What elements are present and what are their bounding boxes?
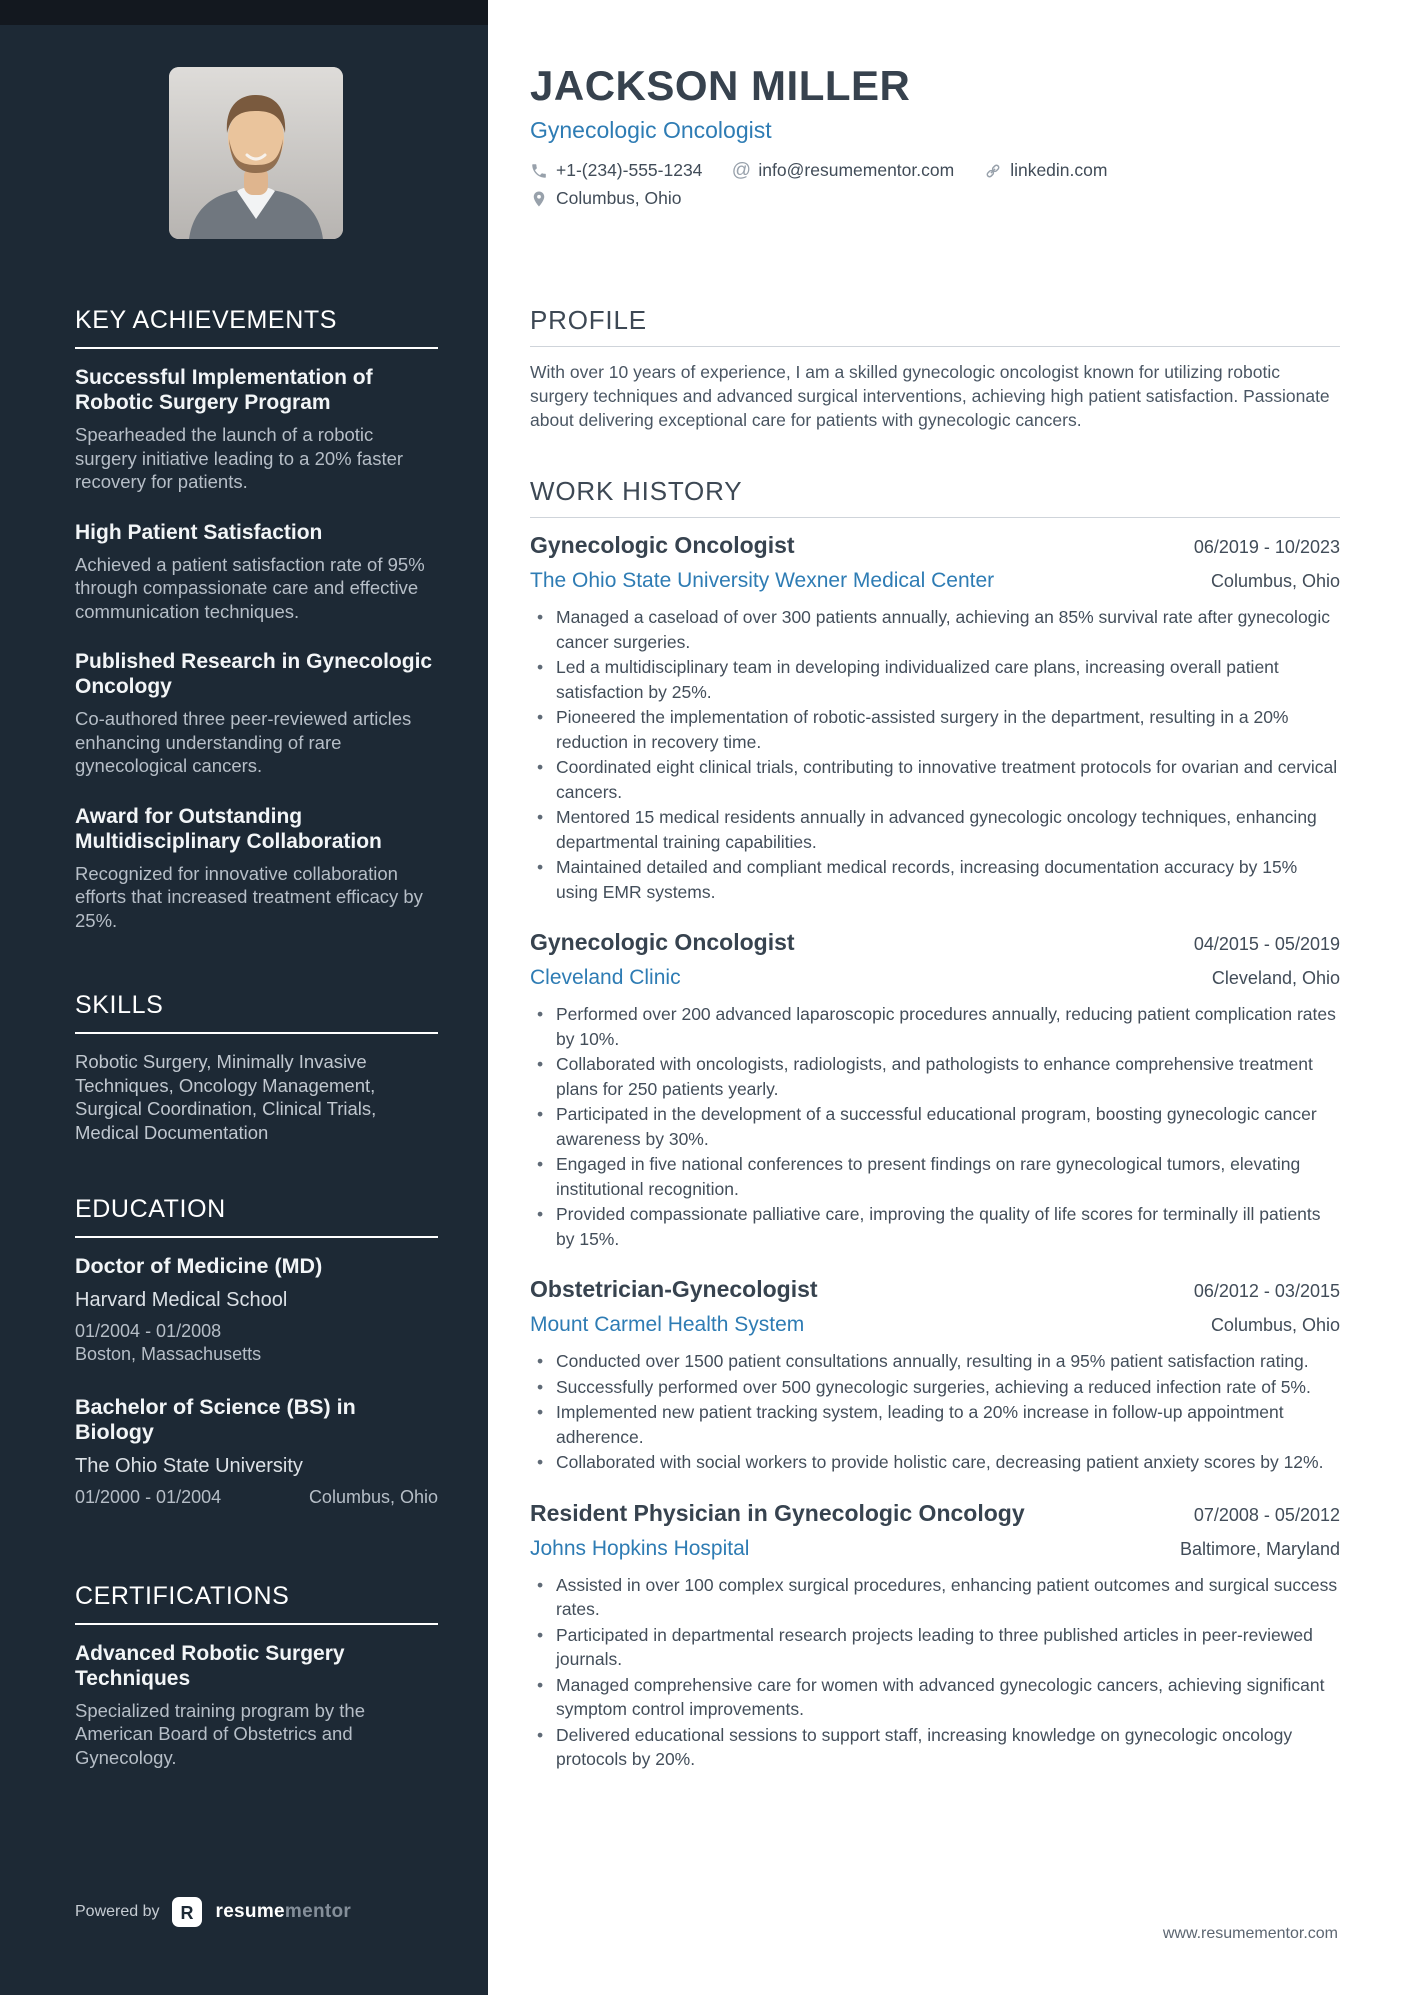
achievement-title: Published Research in Gynecologic Oncology — [75, 650, 433, 698]
job-bullet: • Mentored 15 medical residents annually in advanced gynecologic oncology techniques, enhancing departmental training capabilities. — [530, 805, 1340, 854]
job-dates: 04/2015 - 05/2019 — [1193, 934, 1340, 954]
job-bullet-list — [530, 1349, 1340, 1475]
education-section — [75, 1194, 438, 1509]
achievement-item — [75, 649, 438, 778]
section-divider — [75, 1236, 438, 1238]
resume-header — [530, 64, 1340, 209]
profile-text: With over 10 years of experience, I am a skilled gynecologic oncologist known for utilizing robotic surgery techniques and advanced surgical interventions, achieving high patient satisfaction. Passionate about delivering exceptional care for patients with gynecologic cancers. — [530, 362, 1330, 430]
resumementor-logo-icon[interactable] — [172, 1897, 202, 1927]
education-location: Boston, Massachusetts — [75, 1343, 262, 1364]
achievement-item — [75, 365, 438, 494]
achievement-description: Recognized for innovative collaboration efforts that increased treatment efficacy by 25%. — [75, 862, 423, 931]
job-bullet: • Collaborated with social workers to provide holistic care, decreasing patient anxiety scores by 12%. — [530, 1450, 1340, 1475]
job-bullet: • Successfully performed over 500 gynecologic surgeries, achieving a reduced infection rate of 5%. — [530, 1375, 1340, 1400]
achievements-list — [75, 365, 438, 932]
job-bullet: • Implemented new patient tracking system, leading to a 20% increase in follow-up appointment adherence. — [530, 1400, 1340, 1449]
location-pin-icon — [530, 190, 548, 208]
education-degree: Doctor of Medicine (MD) — [75, 1254, 323, 1278]
job-company[interactable]: The Ohio State University Wexner Medical Center — [530, 569, 995, 592]
location-contact — [530, 188, 681, 209]
section-divider — [75, 1032, 438, 1034]
job-dates: 06/2012 - 03/2015 — [1193, 1281, 1340, 1301]
work-history-heading: WORK HISTORY — [530, 476, 743, 506]
work-history-section — [530, 476, 1340, 1772]
certification-title: Advanced Robotic Surgery Techniques — [75, 1641, 345, 1690]
certifications-heading: CERTIFICATIONS — [75, 1581, 290, 1610]
key-achievements-heading: KEY ACHIEVEMENTS — [75, 306, 337, 334]
certification-item — [75, 1641, 438, 1770]
job-bullet: • Managed comprehensive care for women with advanced gynecologic cancers, achieving significant symptom control improvements. — [530, 1673, 1340, 1722]
portrait-illustration — [169, 67, 343, 239]
location-text: Columbus, Ohio — [556, 188, 682, 208]
job-bullet: • Maintained detailed and compliant medical records, increasing documentation accuracy by 15% using EMR systems. — [530, 855, 1340, 904]
achievement-title: Award for Outstanding Multidisciplinary Collaboration — [75, 804, 382, 853]
section-divider — [75, 347, 438, 349]
education-list — [75, 1254, 438, 1509]
profile-photo — [169, 67, 343, 239]
job-entry — [530, 1275, 1340, 1475]
education-school: Harvard Medical School — [75, 1289, 288, 1311]
achievement-item — [75, 520, 438, 624]
email-icon: @ — [731, 159, 752, 181]
job-bullet: • Participated in the development of a successful educational program, boosting gynecologic cancer awareness by 30%. — [530, 1102, 1340, 1151]
job-bullet: • Assisted in over 100 complex surgical procedures, enhancing patient outcomes and surgical success rates. — [530, 1573, 1340, 1622]
job-bullet-list — [530, 605, 1340, 904]
achievement-title: Successful Implementation of Robotic Surgery Program — [75, 366, 373, 414]
job-bullet: • Managed a caseload of over 300 patients annually, achieving an 85% survival rate after gynecologic cancer surgeries. — [530, 605, 1340, 654]
job-company[interactable]: Mount Carmel Health System — [530, 1313, 805, 1336]
job-bullet: • Provided compassionate palliative care, improving the quality of life scores for terminally ill patients by 15%. — [530, 1202, 1340, 1251]
education-dates: 01/2004 - 01/2008 — [75, 1321, 222, 1341]
job-title: Resident Physician in Gynecologic Oncology — [530, 1499, 1025, 1526]
job-bullet: • Coordinated eight clinical trials, contributing to innovative treatment protocols for ovarian and cervical cancers. — [530, 755, 1340, 804]
section-divider — [530, 346, 1340, 347]
resumementor-brand[interactable]: resumementor — [215, 1901, 352, 1922]
certifications-list — [75, 1641, 438, 1770]
job-bullet: • Performed over 200 advanced laparoscopic procedures annually, reducing patient complication rates by 10%. — [530, 1002, 1340, 1051]
education-location: Columbus, Ohio — [308, 1487, 438, 1507]
job-entry — [530, 1499, 1340, 1772]
job-company[interactable]: Johns Hopkins Hospital — [530, 1536, 750, 1560]
contact-row-2 — [530, 188, 1340, 209]
education-heading: EDUCATION — [75, 1195, 226, 1223]
job-dates: 06/2019 - 10/2023 — [1193, 537, 1340, 557]
email-address[interactable]: info@resumementor.com — [758, 160, 955, 180]
certifications-section — [75, 1581, 438, 1770]
education-school: The Ohio State University — [75, 1455, 303, 1477]
achievement-description: Co-authored three peer-reviewed articles enhancing understanding of rare gynecological cancers. — [75, 708, 412, 776]
achievement-title: High Patient Satisfaction — [75, 520, 323, 544]
job-bullet: • Collaborated with oncologists, radiologists, and pathologists to enhance comprehensive treatment plans for 250 patients yearly. — [530, 1052, 1340, 1101]
certification-description: Specialized training program by the American Board of Obstetrics and Gynecology. — [75, 1699, 365, 1768]
job-company[interactable]: Cleveland Clinic — [530, 966, 681, 989]
job-bullet: • Delivered educational sessions to support staff, increasing knowledge on gynecologic oncology protocols by 20%. — [530, 1723, 1340, 1772]
sidebar-top-strip — [0, 0, 488, 25]
phone-contact — [530, 160, 702, 181]
job-bullet-list — [530, 1002, 1340, 1251]
profile-heading: PROFILE — [530, 305, 647, 335]
phone-number[interactable]: +1-(234)-555-1234 — [556, 160, 703, 180]
education-item — [75, 1395, 438, 1509]
job-entry — [530, 531, 1340, 904]
section-divider — [530, 517, 1340, 518]
website-contact — [984, 160, 1107, 181]
achievement-item — [75, 804, 438, 933]
email-contact — [732, 160, 954, 181]
job-bullet: • Engaged in five national conferences to present findings on rare gynecological tumors, elevating institutional recognition. — [530, 1152, 1340, 1201]
main-column — [488, 0, 1410, 1995]
job-bullet-list — [530, 1573, 1340, 1772]
candidate-job-title: Gynecologic Oncologist — [530, 117, 772, 143]
contact-row-1 — [530, 160, 1340, 181]
profile-section — [530, 305, 1340, 432]
footer-website-url[interactable]: www.resumementor.com — [1162, 1925, 1338, 1942]
education-dates: 01/2000 - 01/2004 — [75, 1487, 222, 1507]
education-item — [75, 1254, 438, 1365]
job-entry — [530, 928, 1340, 1251]
skills-text: Robotic Surgery, Minimally Invasive Techniques, Oncology Management, Surgical Coordination, Clinical Trials, Medical Documentation — [75, 1051, 377, 1143]
svg-text:R: R — [180, 1903, 193, 1923]
sidebar — [0, 0, 488, 1995]
powered-by-label: Powered by — [75, 1903, 160, 1920]
phone-icon — [530, 162, 548, 180]
key-achievements-section — [75, 305, 438, 932]
job-location: Columbus, Ohio — [1210, 571, 1340, 591]
job-dates: 07/2008 - 05/2012 — [1193, 1504, 1340, 1525]
skills-section — [75, 990, 438, 1144]
job-location: Baltimore, Maryland — [1179, 1538, 1340, 1559]
skills-heading: SKILLS — [75, 991, 164, 1019]
job-title: Gynecologic Oncologist — [530, 929, 795, 955]
education-degree: Bachelor of Science (BS) in Biology — [75, 1395, 356, 1444]
job-title: Gynecologic Oncologist — [530, 532, 795, 558]
job-title: Obstetrician-Gynecologist — [530, 1276, 818, 1302]
link-icon — [984, 162, 1002, 180]
achievement-description: Achieved a patient satisfaction rate of 95% through compassionate care and effective communication techniques. — [75, 553, 425, 622]
job-location: Columbus, Ohio — [1210, 1315, 1340, 1335]
section-divider — [75, 1623, 438, 1625]
achievement-description: Spearheaded the launch of a robotic surgery initiative leading to a 20% faster recovery for patients. — [75, 424, 404, 492]
job-list — [530, 531, 1340, 1772]
job-bullet: • Participated in departmental research projects leading to three published articles in peer-reviewed journals. — [530, 1623, 1340, 1672]
job-bullet: • Pioneered the implementation of robotic-assisted surgery in the department, resulting in a 20% reduction in recovery time. — [530, 705, 1340, 754]
sidebar-footer — [75, 1897, 351, 1927]
candidate-name: JACKSON MILLER — [530, 62, 911, 109]
job-bullet: • Led a multidisciplinary team in developing individualized care plans, increasing overall patient satisfaction by 25%. — [530, 655, 1340, 704]
job-bullet: • Conducted over 1500 patient consultations annually, resulting in a 95% patient satisfaction rating. — [530, 1349, 1340, 1374]
job-location: Cleveland, Ohio — [1211, 968, 1340, 988]
website-url[interactable]: linkedin.com — [1010, 160, 1108, 180]
